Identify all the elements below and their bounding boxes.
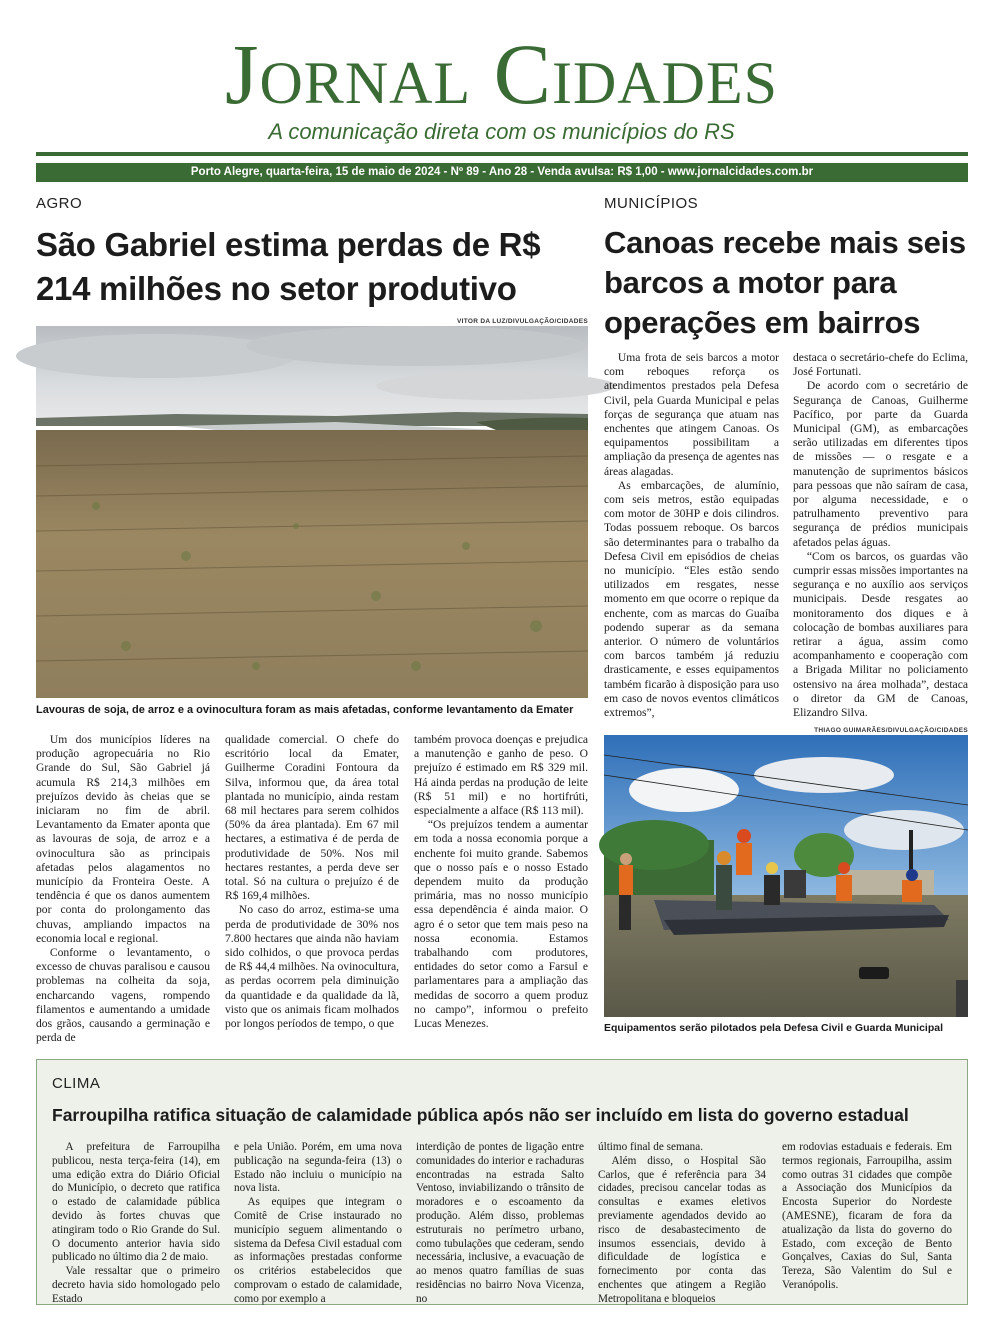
municipios-column-1 — [604, 351, 779, 719]
clima-paragraph: em rodovias estaduais e federais. Em termos regionais, Farroupilha, assim como outras 31 cidades que compõe a Associação dos Municípios da Encosta Superior do Nordeste (AMESNE), ficaram de fora da atualização da lista do governo do Estado, com exceção de Bento Gonçalves, Caxias do Sul, Santa Tereza, São Valentim do Sul e Veranópolis. — [782, 1141, 952, 1291]
clima-column-1 — [52, 1141, 220, 1305]
clima-column-2 — [234, 1141, 402, 1305]
agro-paragraph: também provoca doenças e prejudica a manutenção e ganho de peso. O prejuízo é estimado em R$ 329 mil. Há ainda perdas na produção de leite (R$ 51 mil) e no hortifrúti, especialmente a alface (R$ 113 mil). — [414, 733, 588, 818]
clima-kicker: CLIMA — [52, 1075, 101, 1092]
masthead-rule — [36, 152, 968, 156]
agro-paragraph: “Os prejuízos tendem a aumentar em toda a nossa economia porque a enchente foi muito grande. Sabemos que o nosso país e o nosso Estado dependem muito da produção primária, mas no nosso município essa dependência é ainda maior. O agro é o setor que tem mais peso na nossa economia. Estamos trabalhando com produtores, entidades do setor como a Farsul e parlamentares para a ampliação das medidas de socorro a quem produz no campo”, informou o prefeito Lucas Menezes. — [414, 818, 588, 1031]
municipios-column-2 — [793, 351, 968, 719]
clima-paragraph: A prefeitura de Farroupilha publicou, nesta terça-feira (14), em uma edição extra do Diário Oficial do Município, o decreto que ratifica o estado de calamidade pública devido às fortes chuvas que atingiram todo o Rio Grande do Sul. O documento anterior havia sido publicado no último dia 2 de maio. — [52, 1141, 220, 1264]
municipios-photo — [604, 735, 968, 1017]
municipios-paragraph: “Com os barcos, os guardas vão cumprir essas missões importantes na segurança e no auxílio aos serviços municipais. Desde resgates ao monitoramento dos diques e à colocação de bombas auxiliares para retirar a água, assim como acompanhamento e cooperação com a Brigada Militar no policiamento ostensivo na área molhada”, destaca o diretor da GM de Canoas, Elizandro Silva. — [793, 549, 968, 720]
clima-column-5 — [782, 1141, 952, 1293]
municipios-caption: Equipamentos serão pilotados pela Defesa Civil e Guarda Municipal — [604, 1022, 944, 1034]
municipios-headline: Canoas recebe mais seis barcos a motor para operações em bairros — [604, 225, 966, 340]
agro-headline: São Gabriel estima perdas de R$ 214 milhões no setor produtivo — [36, 226, 541, 307]
agro-paragraph: Conforme o levantamento, o excesso de chuvas paralisou e causou problemas na colheita da soja, encharcando vagens, rompendo filamentos e aumentando a umidade dos grãos, causando a germinação e perda de — [36, 946, 210, 1045]
clima-paragraph: interdição de pontes de ligação entre comunidades do interior e rachaduras encontradas na estrada Salto Ventoso, inviabilizando o trânsito de moradores e o escoamento da produção. Além disso, problemas estruturais no perímetro urbano, como tubulações que cederam, sendo necessária, inclusive, a evacuação de ao menos quatro famílias de suas residências no bairro Nova Vicenza, no — [416, 1141, 584, 1305]
clima-column-4 — [598, 1141, 766, 1305]
clima-headline: Farroupilha ratifica situação de calamidade pública após não ser incluído em lista do governo estadual — [52, 1105, 909, 1125]
agro-caption: Lavouras de soja, de arroz e a ovinocultura foram as mais afetadas, conforme levantamento da Emater — [36, 704, 574, 716]
clima-paragraph: Além disso, o Hospital São Carlos, que é referência para 34 cidades, precisou cancelar todas as consultas e exames eletivos previamente agendados devido ao risco de desabastecimento de insumos essenciais, devido à dificuldade de logística e fornecimento por conta das enchentes que atingem a Região Metropolitana e bloqueios — [598, 1154, 766, 1305]
agro-photo — [36, 326, 588, 698]
municipios-paragraph: De acordo com o secretário de Segurança de Canoas, Guilherme Pacífico, por parte da Guarda Municipal (GM), as embarcações serão utilizadas em diferentes tipos de missões — o resgate e a manutenção de suprimentos básicos para pessoas que não saíram de casa, por alguma necessidade, e o patrulhamento preventivo para segurança de prédios municipais afetados pelas águas. — [793, 379, 968, 549]
agro-paragraph: No caso do arroz, estima-se uma perda de produtividade de 30% nos 7.800 hectares que ainda não haviam sido colhidos, o que provoca perdas de R$ 44,4 milhões. Na ovinocultura, as perdas ocorrem pela diminuição da quantidade e da qualidade da lã, visto que os animais ficam molhados por longos períodos de tempo, o que — [225, 903, 399, 1031]
municipios-kicker: MUNICÍPIOS — [604, 195, 699, 212]
municipios-paragraph: As embarcações, de alumínio, com seis metros, estão equipadas com motor de 30HP e dois cilindros. Todas possuem reboque. Os barcos são determinantes para o trabalho da Defesa Civil em episódios de cheias no município. “Eles estão sendo utilizados em resgates, nesse momento em que ocorre o repique da enchente, com as marcas do Guaíba podendo superar as da semana anterior. O número de voluntários com barcos também já reduziu drasticamente, e esses equipamentos também ficarão à disposição para uso em caso de novos eventos climáticos extremos”, — [604, 478, 779, 720]
agro-column-2 — [225, 733, 399, 1035]
masthead-title: Jornal Cidades — [225, 26, 778, 122]
agro-paragraph: Um dos municípios líderes na produção agropecuária no Rio Grande do Sul, São Gabriel já acumula R$ 214,3 milhões em prejuízos devido às cheias que se iniciaram no fim de abril. Levantamento da Emater aponta que as lavouras de soja, de arroz e a ovinocultura são as principais afetadas pelos alagamentos no município da Fronteira Oeste. A tendência é que os danos aumentem por conta do prolongamento das chuvas, ampliando impactos na economia local e regional. — [36, 733, 210, 945]
municipios-paragraph: Uma frota de seis barcos a motor com reboques reforça os atendimentos prestados pela Defesa Civil, pela Guarda Municipal e pelas forças de segurança que atuam nas enchentes que atingem Canoas. Os equipamentos possibilitam a ampliação da presença de agentes nas áreas alagadas. — [604, 351, 779, 478]
clima-paragraph: último final de semana. — [598, 1141, 704, 1153]
municipios-photo-credit: THIAGO GUIMARÃES/DIVULGAÇÃO/CIDADES — [814, 727, 968, 734]
clima-paragraph: e pela União. Porém, em uma nova publicação na segunda-feira (13) o Estado não incluiu o município na nova lista. — [234, 1141, 402, 1195]
municipios-paragraph: destaca o secretário-chefe do Eclima, José Fortunati. — [793, 351, 968, 379]
rescue-boat-image — [604, 735, 968, 1017]
masthead-subtitle: A comunicação direta com os municípios do RS — [268, 119, 735, 144]
clima-paragraph: Vale ressaltar que o primeiro decreto havia sido homologado pelo Estado — [52, 1265, 220, 1305]
agro-column-1 — [36, 733, 210, 1045]
agro-paragraph: qualidade comercial. O chefe do escritório local da Emater, Guilherme Coradini Fontoura da Silva, informou que, da área total plantada no município, ainda restam 68 mil hectares para serem colhidos (50% da área plantada). Em 67 mil hectares, a estimativa é de perda de produtividade de 50%. Nos mil hectares restantes, a perda deve ser total. Só na cultura o prejuízo é de R$ 169,4 milhões. — [225, 733, 399, 903]
dateline-bar: Porto Alegre, quarta-feira, 15 de maio de 2024 - Nº 89 - Ano 28 - Venda avulsa: R$ 1,00 - www.jornalcidades.com.br — [36, 163, 968, 182]
agro-column-3 — [414, 733, 588, 1035]
agro-kicker: AGRO — [36, 195, 83, 212]
clima-column-3 — [416, 1141, 584, 1305]
clima-paragraph: As equipes que integram o Comitê de Crise instaurado no município seguem alimentando o sistema da Defesa Civil estadual com as informações prestadas conforme os critérios estabelecidos que comprovam o estado de calamidade, como por exemplo a — [234, 1196, 402, 1305]
flooded-field-image — [36, 326, 588, 698]
agro-photo-credit: VITOR DA LUZ/DIVULGAÇÃO/CIDADES — [457, 318, 588, 325]
